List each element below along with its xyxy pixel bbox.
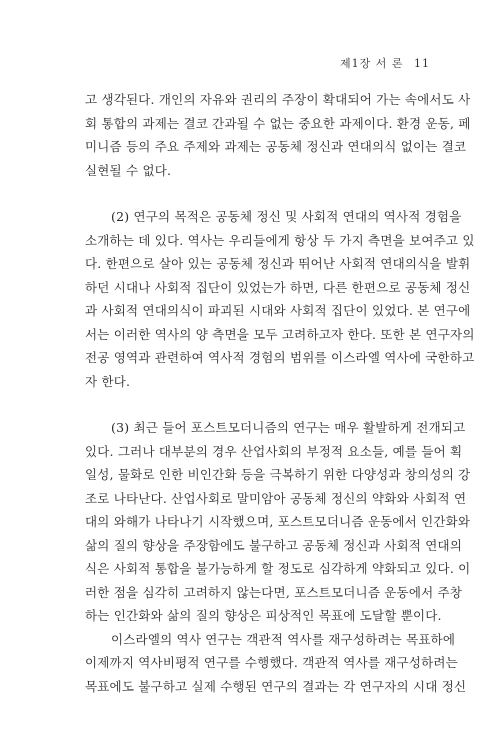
text-line: 미니즘 등의 주요 주제와 과제는 공동체 정신과 연대의식 없이는 결코 bbox=[85, 139, 467, 154]
text-line: 실현될 수 없다. bbox=[85, 162, 172, 178]
text-line: 조로 나타난다. 산업사회로 말미암아 공동체 정신의 약화와 사회적 연 bbox=[85, 490, 467, 506]
text-line: 하던 시대나 사회적 집단이 있었는가 하면, 다른 한편으로 공동체 정신 bbox=[85, 279, 471, 295]
paragraph-3 bbox=[85, 416, 471, 628]
text-line: 고 생각된다. 개인의 자유와 권리의 주장이 확대되어 가는 속에서도 사 bbox=[85, 92, 471, 107]
text-line: (2) 연구의 목적은 공동체 정신 및 사회적 연대의 역사적 경험을 bbox=[111, 209, 462, 224]
text-line: 목표에도 불구하고 실제 수행된 연구의 결과는 각 연구자의 시대 정신 bbox=[85, 678, 467, 694]
text-line: 일성, 물화로 인한 비인간화 등을 극복하기 위한 다양성과 창의성의 강 bbox=[85, 467, 471, 482]
text-line: 이스라엘의 역사 연구는 객관적 역사를 재구성하려는 목표하에 bbox=[111, 631, 456, 647]
paragraph-4 bbox=[85, 628, 467, 699]
text-line: 있다. 그러나 대부분의 경우 산업사회의 부정적 요소들, 예를 들어 획 bbox=[85, 443, 463, 459]
text-line: 자 한다. bbox=[85, 373, 131, 389]
paragraph-1 bbox=[85, 88, 471, 182]
text-line: 전공 영역과 관련하여 역사적 경험의 범위를 이스라엘 역사에 국한하고 bbox=[85, 350, 475, 365]
text-line: 삶의 질의 향상을 주장함에도 불구하고 공동체 정신과 사회적 연대의 bbox=[85, 537, 463, 553]
text-line: 대의 와해가 나타나기 시작했으며, 포스트모더니즘 운동에서 인간화와 bbox=[85, 514, 471, 529]
text-line: 식은 사회적 통합을 불가능하게 할 정도로 심각하게 약화되고 있다. 이 bbox=[85, 561, 471, 576]
paragraph-gap bbox=[85, 182, 439, 205]
text-line: 하는 인간화와 삶의 질의 향상은 피상적인 목표에 도달할 뿐이다. bbox=[85, 608, 442, 623]
text-line: (3) 최근 들어 포스트모더니즘의 연구는 매우 활발하게 전개되고 bbox=[111, 420, 466, 435]
paragraph-2 bbox=[85, 205, 475, 393]
text-line: 회 통합의 과제는 결코 간과될 수 없는 중요한 과제이다. 환경 운동, 페 bbox=[85, 115, 471, 131]
text-line: 러한 점을 심각히 고려하지 않는다면, 포스트모더니즘 운동에서 주창 bbox=[85, 584, 463, 600]
chapter-title: 제1장 서 론 bbox=[340, 57, 404, 70]
text-line: 소개하는 데 있다. 역사는 우리들에게 항상 두 가지 측면을 보여주고 있 bbox=[85, 232, 475, 248]
paragraph-gap bbox=[85, 393, 439, 416]
text-line: 서는 이러한 역사의 양 측면을 모두 고려하고자 한다. 또한 본 연구자의 bbox=[85, 326, 475, 342]
running-header bbox=[340, 55, 430, 71]
text-line: 이제까지 역사비평적 연구를 수행했다. 객관적 역사를 재구성하려는 bbox=[85, 655, 458, 670]
page-body bbox=[85, 88, 475, 698]
page-number: 11 bbox=[414, 57, 430, 70]
text-line: 다. 한편으로 살아 있는 공동체 정신과 뛰어난 사회적 연대의식을 발휘 bbox=[85, 256, 471, 271]
text-line: 과 사회적 연대의식이 파괴된 시대와 사회적 집단이 있었다. 본 연구에 bbox=[85, 303, 471, 318]
